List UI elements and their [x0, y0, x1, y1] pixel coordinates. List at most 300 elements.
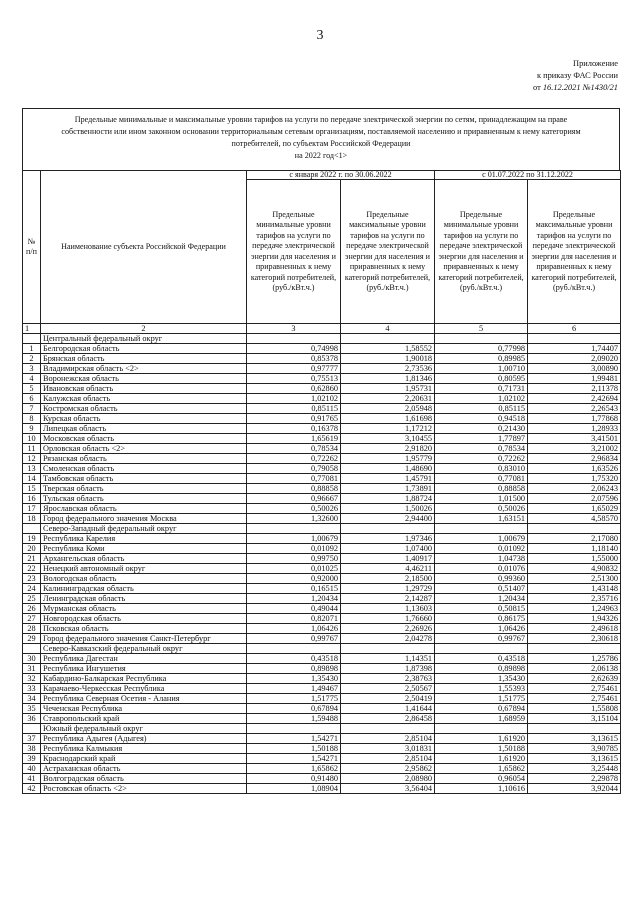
max-tariff-h2: 1,65029 [528, 504, 621, 514]
max-tariff-h2: 3,21002 [528, 444, 621, 454]
table-row [23, 604, 621, 614]
max-tariff-h2: 2,07596 [528, 494, 621, 504]
min-tariff-h1: 0,78534 [247, 444, 341, 454]
table-row [23, 454, 621, 464]
document-title [23, 109, 619, 162]
region-name: Орловская область <2> [41, 444, 247, 454]
min-tariff-h1: 0,88858 [247, 484, 341, 494]
max-tariff-h1: 2,26926 [341, 624, 435, 634]
min-tariff-h1: 1,54271 [247, 734, 341, 744]
row-number: 12 [23, 454, 41, 464]
header-max-period-1: Предельные максимальные уровни тарифов на услуги по передаче электрической энергии для населения и приравненных к нему категорий потребителей, (руб./кВт.ч.) [341, 180, 435, 324]
max-tariff-h1: 2,85104 [341, 754, 435, 764]
row-number: 25 [23, 594, 41, 604]
row-number: 36 [23, 714, 41, 724]
region-name: Тамбовская область [41, 474, 247, 484]
row-number: 27 [23, 614, 41, 624]
row-number: 37 [23, 734, 41, 744]
max-tariff-h2: 1,55000 [528, 554, 621, 564]
district-empty-cell [435, 644, 528, 654]
row-number: 19 [23, 534, 41, 544]
max-tariff-h2: 2,35716 [528, 594, 621, 604]
table-row [23, 784, 621, 794]
row-number: 32 [23, 674, 41, 684]
min-tariff-h2: 0,86175 [435, 614, 528, 624]
min-tariff-h2: 0,85115 [435, 404, 528, 414]
max-tariff-h1: 3,01831 [341, 744, 435, 754]
table-row [23, 694, 621, 704]
district-num-cell [23, 724, 41, 734]
min-tariff-h2: 0,99360 [435, 574, 528, 584]
region-name: Смоленская область [41, 464, 247, 474]
table-row [23, 504, 621, 514]
handwritten-date-number: 16.12.2021 №1430/21 [542, 83, 618, 92]
min-tariff-h2: 1,01500 [435, 494, 528, 504]
max-tariff-h1: 1,45791 [341, 474, 435, 484]
max-tariff-h1: 1,73891 [341, 484, 435, 494]
max-tariff-h2: 3,13615 [528, 754, 621, 764]
table-row [23, 544, 621, 554]
row-number: 13 [23, 464, 41, 474]
district-empty-cell [247, 524, 341, 534]
region-name: Республика Северная Осетия - Алания [41, 694, 247, 704]
title-line: на 2022 год<1> [294, 151, 348, 160]
district-row [23, 334, 621, 344]
row-number: 42 [23, 784, 41, 794]
max-tariff-h1: 2,20631 [341, 394, 435, 404]
max-tariff-h2: 1,63526 [528, 464, 621, 474]
table-row [23, 494, 621, 504]
min-tariff-h1: 1,00679 [247, 534, 341, 544]
min-tariff-h2: 0,72262 [435, 454, 528, 464]
min-tariff-h1: 0,62860 [247, 384, 341, 394]
district-row [23, 724, 621, 734]
region-name: Ярославская область [41, 504, 247, 514]
row-number: 3 [23, 364, 41, 374]
document-title-box [22, 108, 620, 170]
min-tariff-h1: 0,99767 [247, 634, 341, 644]
max-tariff-h2: 4,90832 [528, 564, 621, 574]
district-empty-cell [435, 334, 528, 344]
table-row [23, 654, 621, 664]
region-name: Ростовская область <2> [41, 784, 247, 794]
district-empty-cell [341, 334, 435, 344]
region-name: Рязанская область [41, 454, 247, 464]
row-number: 33 [23, 684, 41, 694]
max-tariff-h2: 1,75320 [528, 474, 621, 484]
region-name: Костромская область [41, 404, 247, 414]
table-row [23, 714, 621, 724]
min-tariff-h1: 1,20434 [247, 594, 341, 604]
min-tariff-h2: 1,20434 [435, 594, 528, 604]
header-min-period-1: Предельные минимальные уровни тарифов на услуги по передаче электрической энергии для населения и приравненных к нему категорий потребителей, (руб./кВт.ч.) [247, 180, 341, 324]
max-tariff-h2: 2,30618 [528, 634, 621, 644]
min-tariff-h1: 0,16515 [247, 584, 341, 594]
region-name: Республика Коми [41, 544, 247, 554]
region-name: Архангельская область [41, 554, 247, 564]
region-name: Липецкая область [41, 424, 247, 434]
row-number: 23 [23, 574, 41, 584]
district-empty-cell [528, 644, 621, 654]
min-tariff-h1: 0,75513 [247, 374, 341, 384]
max-tariff-h1: 1,41644 [341, 704, 435, 714]
table-row [23, 434, 621, 444]
region-name: Ивановская область [41, 384, 247, 394]
table-row [23, 534, 621, 544]
table-row [23, 344, 621, 354]
min-tariff-h2: 1,55393 [435, 684, 528, 694]
region-name: Калужская область [41, 394, 247, 404]
row-number: 21 [23, 554, 41, 564]
max-tariff-h1: 1,50026 [341, 504, 435, 514]
row-number: 39 [23, 754, 41, 764]
max-tariff-h1: 3,10455 [341, 434, 435, 444]
min-tariff-h1: 1,06426 [247, 624, 341, 634]
max-tariff-h2: 2,06138 [528, 664, 621, 674]
max-tariff-h1: 1,40917 [341, 554, 435, 564]
min-tariff-h1: 1,65862 [247, 764, 341, 774]
table-row [23, 404, 621, 414]
tariff-table [22, 170, 621, 794]
table-row [23, 554, 621, 564]
min-tariff-h1: 1,08904 [247, 784, 341, 794]
district-num-cell [23, 644, 41, 654]
district-empty-cell [435, 524, 528, 534]
region-name: Республика Карелия [41, 534, 247, 544]
max-tariff-h2: 3,25448 [528, 764, 621, 774]
min-tariff-h2: 0,01092 [435, 544, 528, 554]
max-tariff-h1: 2,05948 [341, 404, 435, 414]
region-name: Тульская область [41, 494, 247, 504]
region-name: Астраханская область [41, 764, 247, 774]
table-row [23, 684, 621, 694]
region-name: Республика Дагестан [41, 654, 247, 664]
max-tariff-h2: 4,58570 [528, 514, 621, 524]
min-tariff-h2: 1,35430 [435, 674, 528, 684]
row-number: 28 [23, 624, 41, 634]
row-number: 38 [23, 744, 41, 754]
region-name: Краснодарский край [41, 754, 247, 764]
region-name: Ненецкий автономный округ [41, 564, 247, 574]
min-tariff-h2: 1,61920 [435, 734, 528, 744]
table-row [23, 614, 621, 624]
district-name: Северо-Западный федеральный округ [41, 524, 247, 534]
min-tariff-h2: 1,10616 [435, 784, 528, 794]
max-tariff-h1: 1,61698 [341, 414, 435, 424]
district-name: Центральный федеральный округ [41, 334, 247, 344]
row-number: 1 [23, 344, 41, 354]
max-tariff-h2: 3,13615 [528, 734, 621, 744]
row-number: 34 [23, 694, 41, 704]
min-tariff-h2: 0,50815 [435, 604, 528, 614]
min-tariff-h1: 1,54271 [247, 754, 341, 764]
table-row [23, 484, 621, 494]
max-tariff-h1: 1,07400 [341, 544, 435, 554]
max-tariff-h1: 1,48690 [341, 464, 435, 474]
region-name: Ленинградская область [41, 594, 247, 604]
header-period-1: с января 2022 г. по 30.06.2022 [247, 171, 435, 180]
column-number-row [23, 324, 621, 334]
appendix-date-prefix: от [533, 83, 541, 92]
row-number: 41 [23, 774, 41, 784]
max-tariff-h2: 1,74407 [528, 344, 621, 354]
column-number: 1 [23, 324, 41, 334]
min-tariff-h2: 0,77081 [435, 474, 528, 484]
district-empty-cell [341, 644, 435, 654]
min-tariff-h2: 1,61920 [435, 754, 528, 764]
region-name: Республика Ингушетия [41, 664, 247, 674]
min-tariff-h1: 0,85378 [247, 354, 341, 364]
min-tariff-h2: 0,71731 [435, 384, 528, 394]
row-number: 7 [23, 404, 41, 414]
min-tariff-h1: 0,01025 [247, 564, 341, 574]
region-name: Калининградская область [41, 584, 247, 594]
max-tariff-h1: 2,73536 [341, 364, 435, 374]
max-tariff-h1: 2,85104 [341, 734, 435, 744]
district-empty-cell [247, 334, 341, 344]
region-name: Чеченская Республика [41, 704, 247, 714]
table-row [23, 584, 621, 594]
row-number: 16 [23, 494, 41, 504]
row-number: 8 [23, 414, 41, 424]
max-tariff-h2: 3,00890 [528, 364, 621, 374]
min-tariff-h2: 1,63151 [435, 514, 528, 524]
table-row [23, 564, 621, 574]
region-name: Мурманская область [41, 604, 247, 614]
min-tariff-h1: 0,91480 [247, 774, 341, 784]
max-tariff-h1: 2,50567 [341, 684, 435, 694]
max-tariff-h2: 2,11378 [528, 384, 621, 394]
min-tariff-h1: 0,43518 [247, 654, 341, 664]
max-tariff-h2: 2,96834 [528, 454, 621, 464]
min-tariff-h1: 0,82071 [247, 614, 341, 624]
max-tariff-h1: 2,50419 [341, 694, 435, 704]
table-row [23, 444, 621, 454]
district-row [23, 644, 621, 654]
row-number: 15 [23, 484, 41, 494]
max-tariff-h2: 2,26543 [528, 404, 621, 414]
table-row [23, 774, 621, 784]
row-number: 22 [23, 564, 41, 574]
max-tariff-h1: 2,38763 [341, 674, 435, 684]
max-tariff-h2: 1,77868 [528, 414, 621, 424]
max-tariff-h2: 1,18140 [528, 544, 621, 554]
appendix-label: Приложение [573, 59, 618, 68]
max-tariff-h1: 1,14351 [341, 654, 435, 664]
row-number: 6 [23, 394, 41, 404]
page-number: 3 [316, 28, 324, 43]
table-row [23, 414, 621, 424]
table-row [23, 364, 621, 374]
table-row [23, 664, 621, 674]
row-number: 4 [23, 374, 41, 384]
district-empty-cell [528, 334, 621, 344]
row-number: 29 [23, 634, 41, 644]
region-name: Ставропольский край [41, 714, 247, 724]
region-name: Воронежская область [41, 374, 247, 384]
table-row [23, 474, 621, 484]
appendix-date [398, 82, 618, 94]
max-tariff-h1: 1,17212 [341, 424, 435, 434]
min-tariff-h1: 1,02102 [247, 394, 341, 404]
district-row [23, 524, 621, 534]
table-row [23, 744, 621, 754]
column-number: 4 [341, 324, 435, 334]
region-name: Брянская область [41, 354, 247, 364]
min-tariff-h2: 1,00710 [435, 364, 528, 374]
row-number: 9 [23, 424, 41, 434]
max-tariff-h1: 1,81346 [341, 374, 435, 384]
min-tariff-h1: 0,72262 [247, 454, 341, 464]
min-tariff-h2: 0,78534 [435, 444, 528, 454]
max-tariff-h1: 1,58552 [341, 344, 435, 354]
row-number: 31 [23, 664, 41, 674]
min-tariff-h2: 0,99767 [435, 634, 528, 644]
table-body [23, 334, 621, 794]
max-tariff-h2: 2,29878 [528, 774, 621, 784]
min-tariff-h2: 0,51407 [435, 584, 528, 594]
min-tariff-h1: 1,59488 [247, 714, 341, 724]
max-tariff-h2: 3,15104 [528, 714, 621, 724]
min-tariff-h1: 0,91765 [247, 414, 341, 424]
region-name: Псковская область [41, 624, 247, 634]
max-tariff-h2: 2,06243 [528, 484, 621, 494]
row-number: 5 [23, 384, 41, 394]
table-row [23, 764, 621, 774]
row-number: 14 [23, 474, 41, 484]
min-tariff-h1: 1,32600 [247, 514, 341, 524]
district-empty-cell [435, 724, 528, 734]
max-tariff-h1: 2,14287 [341, 594, 435, 604]
max-tariff-h2: 2,42694 [528, 394, 621, 404]
min-tariff-h1: 0,77081 [247, 474, 341, 484]
district-empty-cell [341, 524, 435, 534]
min-tariff-h2: 0,01076 [435, 564, 528, 574]
district-empty-cell [528, 524, 621, 534]
region-name: Тверская область [41, 484, 247, 494]
max-tariff-h1: 1,29729 [341, 584, 435, 594]
district-num-cell [23, 334, 41, 344]
table-row [23, 424, 621, 434]
min-tariff-h1: 1,65619 [247, 434, 341, 444]
region-name: Город федерального значения Москва [41, 514, 247, 524]
district-empty-cell [247, 724, 341, 734]
min-tariff-h1: 0,67894 [247, 704, 341, 714]
region-name: Карачаево-Черкесская Республика [41, 684, 247, 694]
min-tariff-h1: 1,51775 [247, 694, 341, 704]
max-tariff-h2: 2,75461 [528, 694, 621, 704]
max-tariff-h1: 2,86458 [341, 714, 435, 724]
max-tariff-h2: 3,92044 [528, 784, 621, 794]
column-number: 5 [435, 324, 528, 334]
max-tariff-h1: 1,90018 [341, 354, 435, 364]
row-number: 26 [23, 604, 41, 614]
title-line: потребителей, по субъектам Российской Федерации [231, 139, 411, 148]
max-tariff-h1: 3,56404 [341, 784, 435, 794]
region-name: Белгородская область [41, 344, 247, 354]
region-name: Курская область [41, 414, 247, 424]
min-tariff-h2: 0,21430 [435, 424, 528, 434]
min-tariff-h2: 0,67894 [435, 704, 528, 714]
max-tariff-h2: 1,55808 [528, 704, 621, 714]
title-line: собственности или ином законном основании территориальным сетевым организациям, поставляемой населению и приравненным к нему категориям [61, 127, 581, 136]
min-tariff-h1: 0,01092 [247, 544, 341, 554]
min-tariff-h2: 1,00679 [435, 534, 528, 544]
max-tariff-h1: 2,04278 [341, 634, 435, 644]
table-row [23, 704, 621, 714]
min-tariff-h2: 0,43518 [435, 654, 528, 664]
min-tariff-h1: 0,50026 [247, 504, 341, 514]
min-tariff-h1: 0,49044 [247, 604, 341, 614]
table-row [23, 384, 621, 394]
min-tariff-h2: 0,89985 [435, 354, 528, 364]
table-row [23, 394, 621, 404]
district-name: Южный федеральный округ [41, 724, 247, 734]
max-tariff-h2: 1,28933 [528, 424, 621, 434]
max-tariff-h2: 1,43148 [528, 584, 621, 594]
table-row [23, 374, 621, 384]
region-name: Волгоградская область [41, 774, 247, 784]
max-tariff-h1: 2,95862 [341, 764, 435, 774]
max-tariff-h2: 3,90785 [528, 744, 621, 754]
header-region-name: Наименование субъекта Российской Федерации [41, 171, 247, 324]
column-number: 2 [41, 324, 247, 334]
row-number: 18 [23, 514, 41, 524]
district-empty-cell [341, 724, 435, 734]
district-empty-cell [528, 724, 621, 734]
column-number: 3 [247, 324, 341, 334]
appendix-header [398, 58, 618, 94]
row-number: 17 [23, 504, 41, 514]
row-number: 2 [23, 354, 41, 364]
row-number: 10 [23, 434, 41, 444]
min-tariff-h1: 0,85115 [247, 404, 341, 414]
max-tariff-h2: 2,75461 [528, 684, 621, 694]
max-tariff-h2: 2,49618 [528, 624, 621, 634]
table-row [23, 354, 621, 364]
table-row [23, 734, 621, 744]
max-tariff-h1: 1,87398 [341, 664, 435, 674]
min-tariff-h2: 0,96054 [435, 774, 528, 784]
min-tariff-h2: 0,80595 [435, 374, 528, 384]
min-tariff-h1: 0,99750 [247, 554, 341, 564]
column-number: 6 [528, 324, 621, 334]
row-number: 11 [23, 444, 41, 454]
table-row [23, 624, 621, 634]
max-tariff-h2: 1,25786 [528, 654, 621, 664]
region-name: Республика Адыгея (Адыгея) [41, 734, 247, 744]
min-tariff-h1: 0,92000 [247, 574, 341, 584]
max-tariff-h2: 1,99481 [528, 374, 621, 384]
max-tariff-h1: 2,91820 [341, 444, 435, 454]
max-tariff-h1: 4,46211 [341, 564, 435, 574]
max-tariff-h1: 2,94400 [341, 514, 435, 524]
min-tariff-h2: 0,77998 [435, 344, 528, 354]
region-name: Вологодская область [41, 574, 247, 584]
max-tariff-h1: 2,08980 [341, 774, 435, 784]
min-tariff-h1: 1,50188 [247, 744, 341, 754]
table-row [23, 634, 621, 644]
max-tariff-h2: 3,41501 [528, 434, 621, 444]
header-min-period-2: Предельные минимальные уровни тарифов на услуги по передаче электрической энергии для населения и приравненных к нему категорий потребителей, (руб./кВт.ч.) [435, 180, 528, 324]
max-tariff-h2: 2,17080 [528, 534, 621, 544]
min-tariff-h1: 1,35430 [247, 674, 341, 684]
region-name: Владимирская область <2> [41, 364, 247, 374]
table-row [23, 674, 621, 684]
min-tariff-h2: 1,06426 [435, 624, 528, 634]
district-name: Северо-Кавказский федеральный округ [41, 644, 247, 654]
header-max-period-2: Предельные максимальные уровни тарифов на услуги по передаче электрической энергии для населения и приравненных к нему категорий потребителей, (руб./кВт.ч.) [528, 180, 621, 324]
